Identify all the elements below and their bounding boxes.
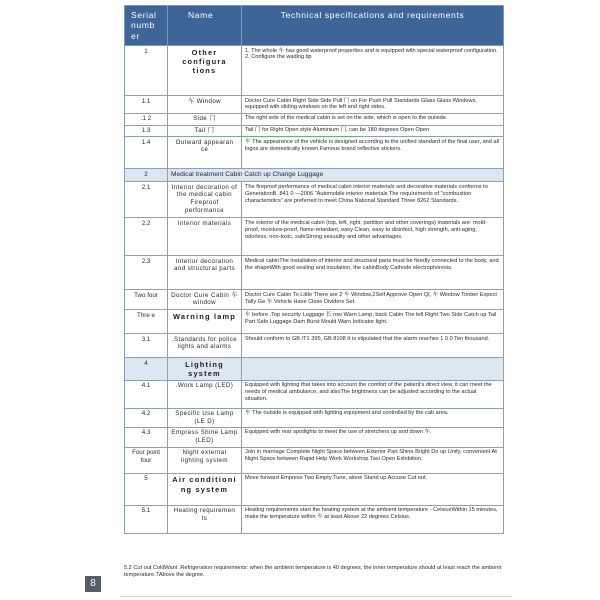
row-description: Join in marriage Complete Night Space between Exterior Part Shine Bright Do up Unify, convenient At Night Space between Rapid Help Work Workshop Taxi Open Exhibition. xyxy=(242,447,504,473)
header-serial: Serial numb er xyxy=(125,6,168,46)
row-description: Heating requirements start the heating system at the ambient temperature - CelsiusWithin 15 minutes, make the temperature within 车 at least Above 22 degrees Celsius. xyxy=(242,505,504,533)
row-description: Equipped with lighting that takes into account the comfort of the patient's direct view, it can meet the needs of medical ambulance, and alsoThe brightness can be adjusted according to the actual situation. xyxy=(242,380,504,408)
row-name: Night external lighting system xyxy=(168,447,242,473)
row-name: Empress Shine Lamp (LED) xyxy=(168,427,242,447)
row-description: Doctor Cure Cabin Right Side Side Pull 门 on For Push Pull Standards Glass Glass Windows, equipped with sliding windows on the left and right sides. xyxy=(242,96,504,114)
row-description: Move forward Empress Two Empty Tune, alone Stand up Accuse Cut out. xyxy=(242,473,504,505)
page-number-badge: 8 xyxy=(85,576,101,592)
row-description: 车 The appearance of the vehicle is designed according to the unified standard of the final user, and all logos are domestically known.Famous brand reflective stickers. xyxy=(242,137,504,169)
row-serial: 2.3 xyxy=(125,256,168,290)
row-serial: 2.2 xyxy=(125,218,168,256)
table-body xyxy=(125,46,504,534)
table-row xyxy=(125,113,504,125)
table-row xyxy=(125,290,504,310)
row-serial: Two four xyxy=(125,290,168,310)
table-row xyxy=(125,169,504,182)
row-serial: 1.1 xyxy=(125,96,168,114)
page-bottom-rule xyxy=(120,596,512,597)
row-serial: Thre e xyxy=(125,310,168,334)
after-table-paragraph: 5.2 Cut out ColdWant .Refrigeration requirements: when the ambient temperature is 40 degrees, the inner temperature should at least reach the ambient temperature.7Above the degree. xyxy=(124,565,502,579)
row-name: Lighting system xyxy=(168,358,242,380)
section-banner: Medical treatment Cabin Catch up Change Luggage xyxy=(168,169,504,182)
header-name: Name xyxy=(168,6,242,46)
table-row xyxy=(125,473,504,505)
table-row xyxy=(125,408,504,427)
table-row xyxy=(125,505,504,533)
row-serial: 1.3 xyxy=(125,125,168,137)
row-serial: 4.3 xyxy=(125,427,168,447)
row-name: Specific Use Lamp (LE D) xyxy=(168,408,242,427)
row-name: .Standards for police lights and alarms xyxy=(168,334,242,358)
row-serial: 4.2 xyxy=(125,408,168,427)
table-row xyxy=(125,256,504,290)
row-description xyxy=(242,358,504,380)
table-row xyxy=(125,427,504,447)
table-header-row xyxy=(125,6,504,46)
table-row xyxy=(125,334,504,358)
row-name: Doctor Cure Cabin 车 window xyxy=(168,290,242,310)
spec-table xyxy=(124,5,504,534)
row-name: Tail 门 xyxy=(168,125,242,137)
row-description: Equipped with rear spotlights to meet the use of stretchers up and down 车. xyxy=(242,427,504,447)
row-name: Side 门 xyxy=(168,113,242,125)
table-row xyxy=(125,96,504,114)
table-row xyxy=(125,137,504,169)
row-name: Interior decoration of the medical cabin Fireproof performance xyxy=(168,182,242,218)
row-serial: 5 xyxy=(125,473,168,505)
highlight-underline xyxy=(238,136,358,137)
row-description: The fireproof performance of medical cabin interior materials and decorative materials conforms to GenerationB. 841 0 —2006 "Automobile interior materials The requirements of "combustion characteristics" are preferred to meet China National Standard Three 8262 Standards. xyxy=(242,182,504,218)
row-serial: Four point four xyxy=(125,447,168,473)
row-name: 车 Window xyxy=(168,96,242,114)
row-description: 1. The whole 车 has good waterproof properties and is equipped with special waterproof configuration. 2. Configure the wading tip xyxy=(242,46,504,96)
row-description: Should conform to GB /T1 395, GB 8108 It is stipulated that the alarm reaches 1 0 0 Ten thousand. xyxy=(242,334,504,358)
row-name: Outward appearan ce xyxy=(168,137,242,169)
row-description: The right side of the medical cabin is set on the side, which is open to the outside. xyxy=(242,113,504,125)
row-serial: 4.1 xyxy=(125,380,168,408)
row-description: 车 before .Top security Luggage 长 row Warn Lamp, back Cabin The left Right Two Side Catch up Tail Part Safe Luggage Dam Burst Mould Warn Indicator light. xyxy=(242,310,504,334)
table-row xyxy=(125,447,504,473)
table-row xyxy=(125,358,504,380)
row-serial: 1.4 xyxy=(125,137,168,169)
row-description: Medical cabinThe installation of interior and structural parts must be fixedly connected to the body, and the shapeWith good sealing and insulation, the cabinBody Cathode electrophoresis. xyxy=(242,256,504,290)
table-row xyxy=(125,310,504,334)
row-name: Warning lamp xyxy=(168,310,242,334)
table-row xyxy=(125,46,504,96)
row-serial: 5.1 xyxy=(125,505,168,533)
row-name: Interior materials xyxy=(168,218,242,256)
row-description: The interior of the medical cabin (top, left, right, partition and other coverings) materials are: mold-proof, moisture-proof, flame-retardant, easy Clean, easy to disinfect, high strength, anti-aging, odorless, non-toxic, safeStrong sexuality and other advantages. xyxy=(242,218,504,256)
row-serial: 1 xyxy=(125,46,168,96)
row-description: Tail 门 for Right Open style Aluminium 门, can be 180 degrees Open Open xyxy=(242,125,504,137)
row-serial: 2 xyxy=(125,169,168,182)
table-row xyxy=(125,380,504,408)
row-serial: 4 xyxy=(125,358,168,380)
row-name: .Work Lamp (LED) xyxy=(168,380,242,408)
header-spec: Technical specifications and requirements xyxy=(242,6,504,46)
row-name: Air conditioni ng system xyxy=(168,473,242,505)
row-serial: 2.1 xyxy=(125,182,168,218)
row-description: 车 The outside is equipped with lighting equipment and controlled by the cab area. xyxy=(242,408,504,427)
row-serial: 3.1 xyxy=(125,334,168,358)
table-row xyxy=(125,182,504,218)
row-name: Interior decoration and structural parts xyxy=(168,256,242,290)
row-name: Other configura tions xyxy=(168,46,242,96)
row-name: Heating requiremen ts xyxy=(168,505,242,533)
table-row xyxy=(125,218,504,256)
row-description: Doctor Cure Cabin To Little There are 2 车 Window,2Self Approve Open Ql, 车 Window Timber Expect Tally Ge 车 Vehicle Have Close Dividers Set. xyxy=(242,290,504,310)
row-serial: .1 2 xyxy=(125,113,168,125)
